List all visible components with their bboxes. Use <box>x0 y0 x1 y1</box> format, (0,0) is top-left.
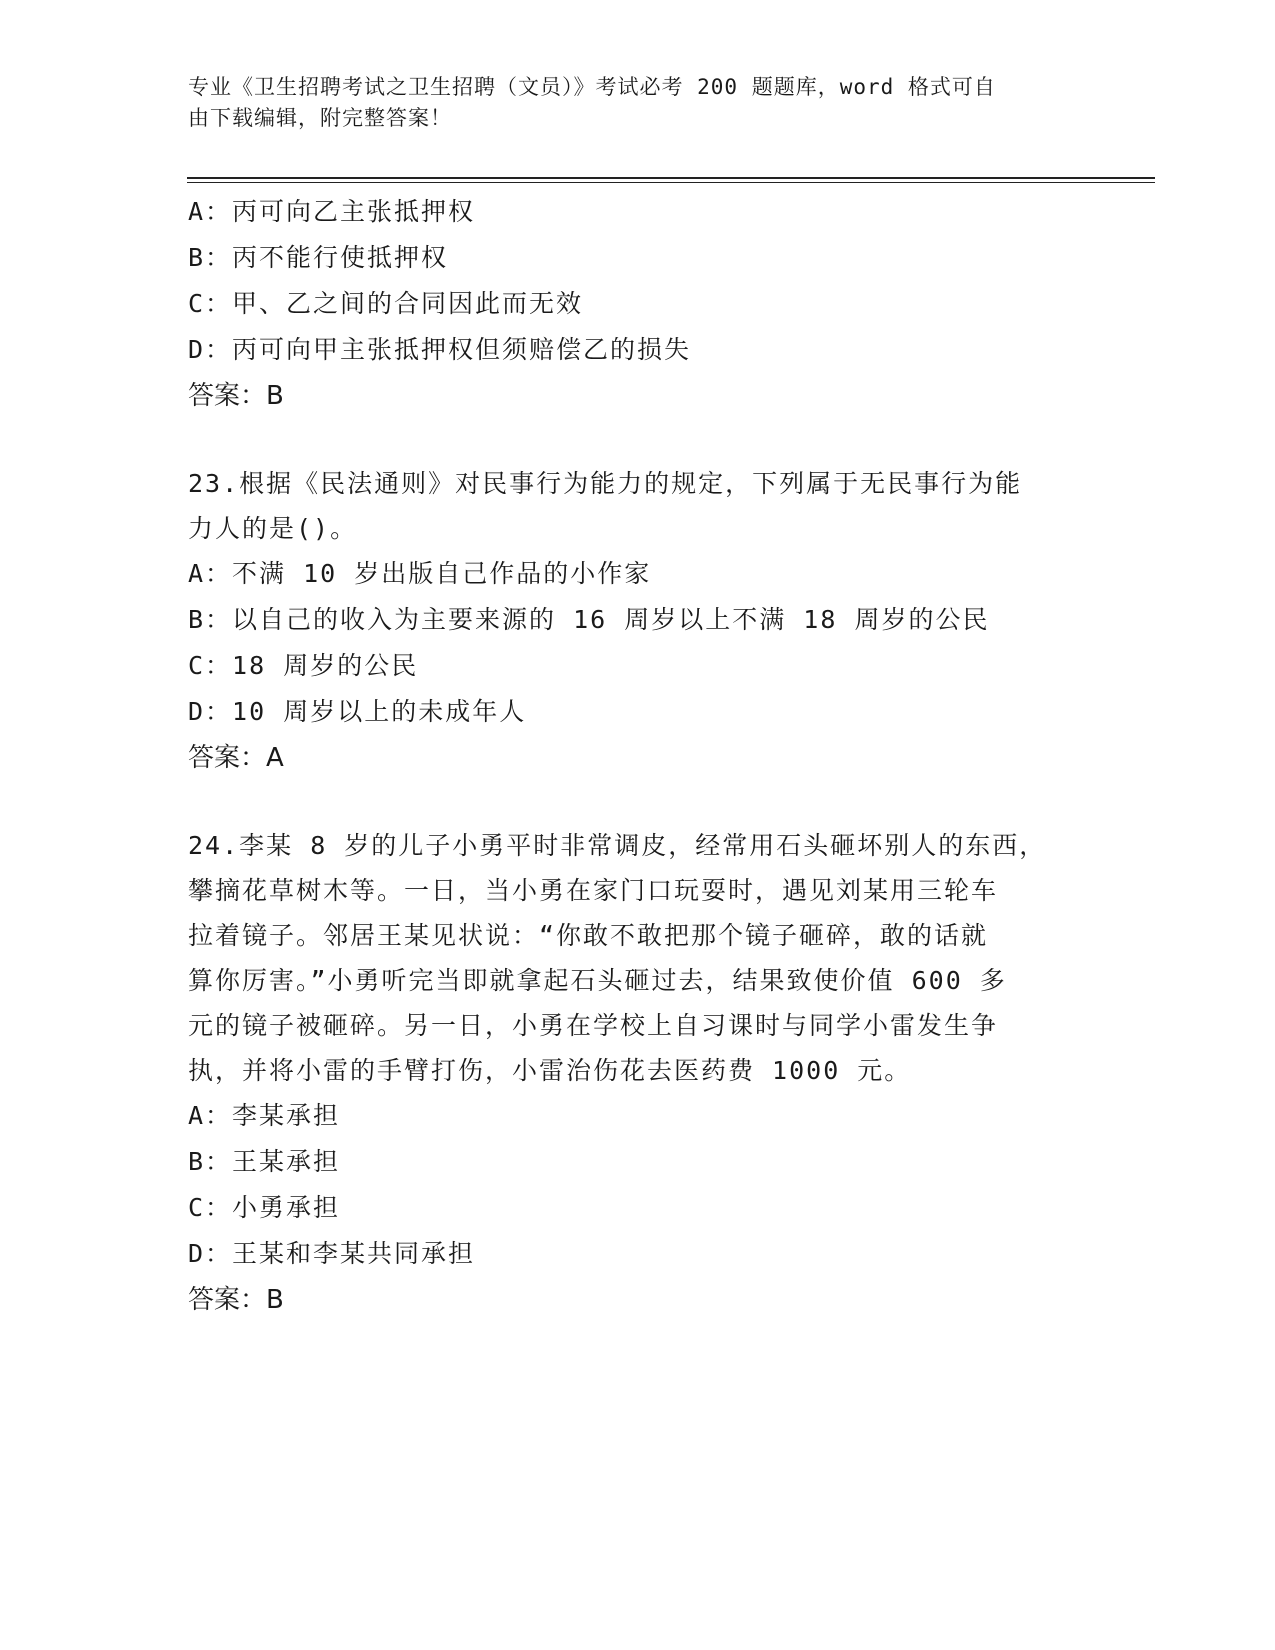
option-b: B：以自己的收入为主要来源的 16 周岁以上不满 18 周岁的公民 <box>188 605 990 634</box>
header-line-1: 专业《卫生招聘考试之卫生招聘（文员）》考试必考 200 题题库，word 格式可自 <box>188 75 996 99</box>
answer-line: 答案：B <box>188 1285 284 1315</box>
question-22-tail <box>188 189 1088 419</box>
question-24 <box>188 823 1088 1323</box>
stem-line: 拉着镜子。邻居王某见状说：“你敢不敢把那个镜子砸碎，敢的话就 <box>188 921 989 950</box>
question-content <box>188 189 1088 1323</box>
header-divider-thick <box>187 177 1155 179</box>
stem-line: 元的镜子被砸碎。另一日，小勇在学校上自习课时与同学小雷发生争 <box>188 1011 999 1040</box>
stem-line: 力人的是()。 <box>188 514 358 543</box>
header-divider-thin <box>187 182 1155 183</box>
stem-line: 23.根据《民法通则》对民事行为能力的规定，下列属于无民事行为能 <box>188 469 1023 498</box>
stem-line: 24.李某 8 岁的儿子小勇平时非常调皮，经常用石头砸坏别人的东西， <box>188 831 1047 860</box>
option-a: A：丙可向乙主张抵押权 <box>188 197 476 226</box>
option-c: C：甲、乙之间的合同因此而无效 <box>188 289 584 318</box>
option-d: D：丙可向甲主张抵押权但须赔偿乙的损失 <box>188 335 692 364</box>
option-c: C：18 周岁的公民 <box>188 651 419 680</box>
question-stem <box>188 461 1088 551</box>
stem-line: 攀摘花草树木等。一日，当小勇在家门口玩耍时，遇见刘某用三轮车 <box>188 876 999 905</box>
option-a: A：李某承担 <box>188 1101 341 1130</box>
question-23 <box>188 461 1088 781</box>
stem-line: 算你厉害。”小勇听完当即就拿起石头砸过去，结果致使价值 600 多 <box>188 966 1007 995</box>
option-d: D：王某和李某共同承担 <box>188 1239 476 1268</box>
document-header <box>188 72 1068 134</box>
option-d: D：10 周岁以上的未成年人 <box>188 697 527 726</box>
option-c: C：小勇承担 <box>188 1193 341 1222</box>
answer-line: 答案：B <box>188 381 284 411</box>
stem-line: 执，并将小雷的手臂打伤，小雷治伤花去医药费 1000 元。 <box>188 1056 912 1085</box>
option-b: B：丙不能行使抵押权 <box>188 243 449 272</box>
option-a: A：不满 10 岁出版自己作品的小作家 <box>188 559 652 588</box>
header-line-2: 由下载编辑，附完整答案！ <box>188 106 452 130</box>
option-b: B：王某承担 <box>188 1147 341 1176</box>
answer-line: 答案：A <box>188 743 284 773</box>
question-stem <box>188 823 1088 1093</box>
